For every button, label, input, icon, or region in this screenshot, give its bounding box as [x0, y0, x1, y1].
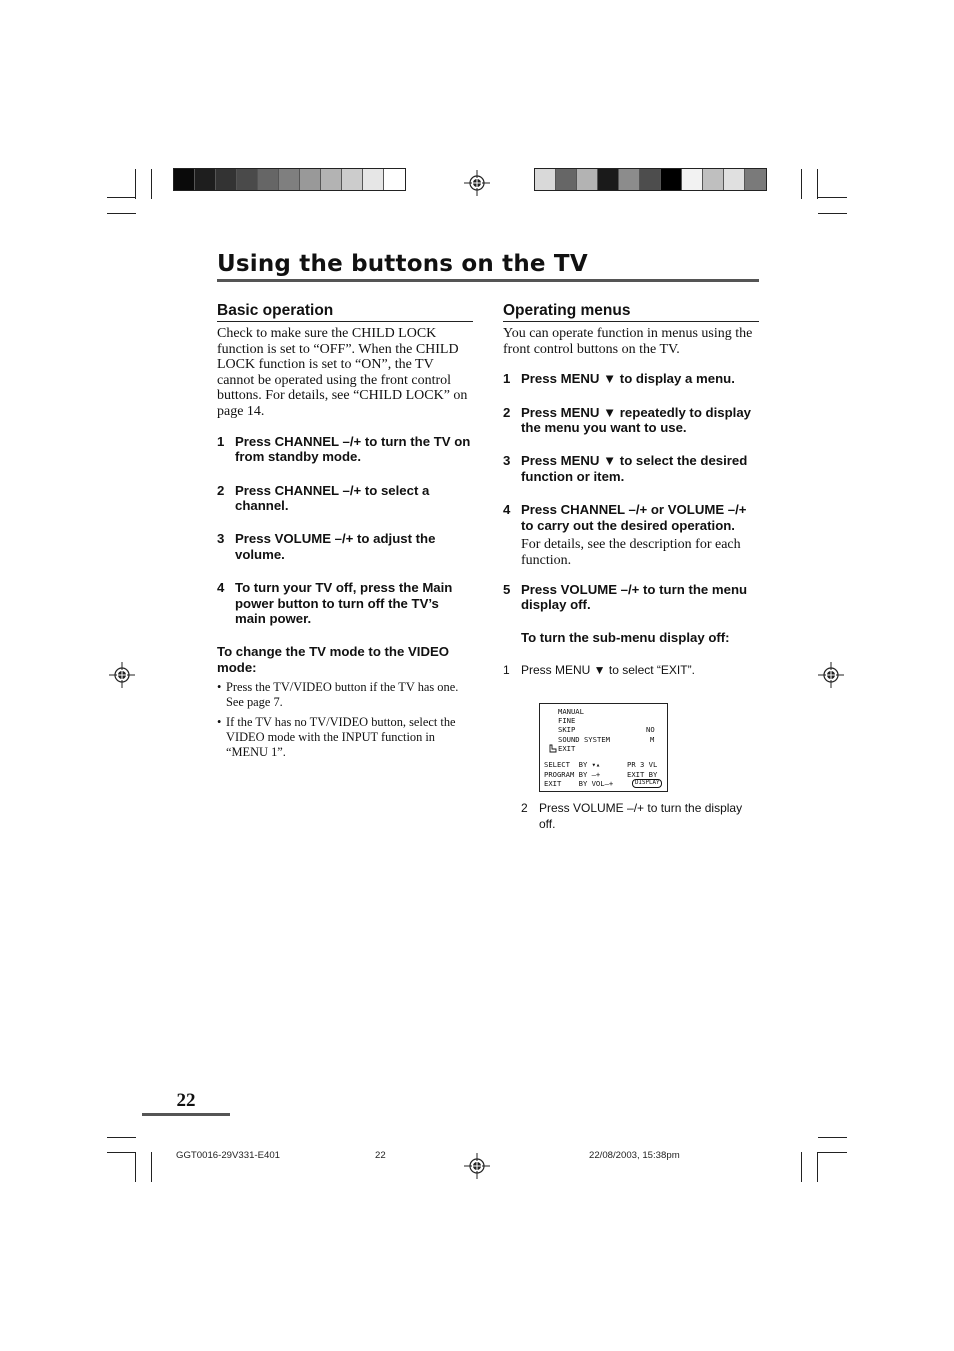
page-number-rule [142, 1113, 230, 1116]
operating-menus-section [503, 302, 759, 679]
crop-mark [107, 1152, 136, 1153]
osd-value-skip: NO [646, 725, 655, 734]
step-item [217, 580, 473, 627]
osd-pr-line: PR 3 VL [627, 760, 658, 769]
crop-mark [801, 1152, 802, 1182]
step-item [503, 405, 759, 436]
step-text: Press CHANNEL –/+ or VOLUME –/+ to carry out the desired operation. [521, 502, 747, 533]
calibration-swatch [195, 169, 216, 190]
step-text: To turn your TV off, press the Main power button to turn off the TV’s main power. [235, 580, 453, 627]
crop-mark [107, 213, 136, 214]
intro-paragraph: Check to make sure the CHILD LOCK function is set to “OFF”. When the CHILD LOCK function is set to “ON”, the TV cannot be operated using the front control buttons. For details, see “CHILD LOCK” on page 14. [217, 326, 468, 419]
step-number: 5 [503, 581, 511, 597]
video-mode-subheading: To change the TV mode to the VIDEO mode: [217, 643, 450, 675]
registration-mark-icon [464, 170, 490, 196]
intro-paragraph: You can operate function in menus using the front control buttons on the TV. [503, 326, 753, 357]
crop-mark [817, 169, 818, 199]
step-item [217, 434, 473, 465]
calibration-swatch [703, 169, 724, 190]
step-text: Press VOLUME –/+ to turn the display off. [539, 801, 743, 831]
step-number: 3 [503, 452, 511, 468]
calibration-swatch [300, 169, 321, 190]
calibration-swatch [556, 169, 577, 190]
crop-mark [107, 197, 136, 198]
calibration-swatch [258, 169, 279, 190]
calibration-swatch [577, 169, 598, 190]
bullet-list [217, 680, 473, 760]
calibration-swatch [321, 169, 342, 190]
grayscale-bar-left [173, 168, 406, 191]
step-item [503, 453, 759, 484]
calibration-swatch [216, 169, 237, 190]
basic-operation-section [217, 302, 473, 765]
calibration-swatch [724, 169, 745, 190]
display-button-icon: DISPLAY [632, 779, 662, 788]
crop-mark [801, 169, 802, 199]
bullet-icon: • [217, 714, 222, 729]
step-number: 2 [503, 404, 511, 420]
step-number: 2 [521, 801, 528, 815]
calibration-swatch [342, 169, 363, 190]
submenu-off-subheading: To turn the sub-menu display off: [521, 629, 730, 645]
registration-mark-icon [464, 1153, 490, 1179]
registration-mark-icon [109, 662, 135, 688]
crop-mark [135, 169, 136, 199]
osd-exit-by: EXIT BY [627, 770, 658, 779]
calibration-swatch [682, 169, 703, 190]
calibration-swatch [363, 169, 384, 190]
hand-pointer-icon [549, 744, 558, 753]
calibration-swatch [174, 169, 195, 190]
footer-page: 22 [375, 1150, 386, 1161]
calibration-swatch [237, 169, 258, 190]
crop-mark [817, 1152, 818, 1182]
list-item [217, 680, 473, 711]
step-number: 3 [217, 530, 225, 546]
calibration-swatch [598, 169, 619, 190]
crop-mark [135, 1152, 136, 1182]
step-text: Press MENU ▼ to display a menu. [521, 371, 735, 387]
crop-mark [818, 1152, 847, 1153]
sub-step-item [503, 663, 759, 679]
step-number: 4 [217, 580, 225, 596]
calibration-swatch [661, 169, 682, 190]
step-number: 2 [217, 482, 225, 498]
step-text: Press VOLUME –/+ to turn the menu display off. [521, 581, 748, 613]
osd-program-line: PROGRAM BY –+ [544, 770, 601, 779]
step-text: Press MENU ▼ to select “EXIT”. [521, 663, 695, 678]
step-text: Press CHANNEL –/+ to select a channel. [235, 482, 430, 514]
crop-mark [818, 213, 847, 214]
osd-item-manual: MANUAL [558, 707, 584, 716]
step-text: Press VOLUME –/+ to adjust the volume. [235, 530, 436, 562]
osd-item-fine: FINE [558, 716, 576, 725]
section-heading: Operating menus [503, 302, 759, 322]
bullet-text: If the TV has no TV/VIDEO button, select the VIDEO mode with the INPUT function in “MENU 1”. [226, 714, 456, 760]
sub-step-item [521, 801, 761, 832]
step-text: Press MENU ▼ repeatedly to display the menu you want to use. [521, 404, 751, 436]
step-text: Press MENU ▼ to select the desired function or item. [521, 452, 748, 484]
section-heading: Basic operation [217, 302, 473, 322]
step-item [503, 582, 759, 613]
osd-select-line: SELECT BY ▾▴ [544, 760, 601, 769]
step-note: For details, see the description for each function. [521, 537, 741, 568]
grayscale-bar-right [534, 168, 767, 191]
crop-mark [107, 1137, 136, 1138]
crop-mark [151, 1152, 152, 1182]
step-text: Press CHANNEL –/+ to turn the TV on from standby mode. [235, 433, 471, 465]
calibration-swatch [535, 169, 556, 190]
calibration-swatch [384, 169, 405, 190]
bullet-text: Press the TV/VIDEO button if the TV has one. See page 7. [226, 680, 459, 710]
step-number: 1 [503, 371, 511, 387]
crop-mark [818, 1137, 847, 1138]
step-number: 1 [217, 433, 225, 449]
step-number: 4 [503, 502, 511, 518]
crop-mark [151, 169, 152, 199]
crop-mark [818, 197, 847, 198]
osd-item-sound-system: SOUND SYSTEM [558, 735, 610, 744]
calibration-swatch [619, 169, 640, 190]
footer-timestamp: 22/08/2003, 15:38pm [589, 1150, 680, 1161]
page-title: Using the buttons on the TV [217, 250, 759, 282]
calibration-swatch [745, 169, 766, 190]
menu-screen-illustration [539, 703, 668, 792]
calibration-swatch [279, 169, 300, 190]
osd-item-exit: EXIT [558, 744, 576, 753]
bullet-icon: • [217, 680, 222, 695]
calibration-swatch [640, 169, 661, 190]
page-number: 22 [176, 1090, 196, 1111]
step-item [503, 502, 759, 533]
list-item [217, 715, 473, 761]
step-number: 1 [503, 663, 510, 678]
step-item [503, 371, 759, 387]
step-item [217, 531, 473, 562]
osd-item-skip: SKIP [558, 725, 576, 734]
osd-value-sound-system: M [650, 735, 655, 744]
footer-doc-code: GGT0016-29V331-E401 [176, 1150, 280, 1161]
osd-exit-line: EXIT BY VOL–+ [544, 779, 614, 788]
step-item [217, 483, 473, 514]
registration-mark-icon [818, 662, 844, 688]
